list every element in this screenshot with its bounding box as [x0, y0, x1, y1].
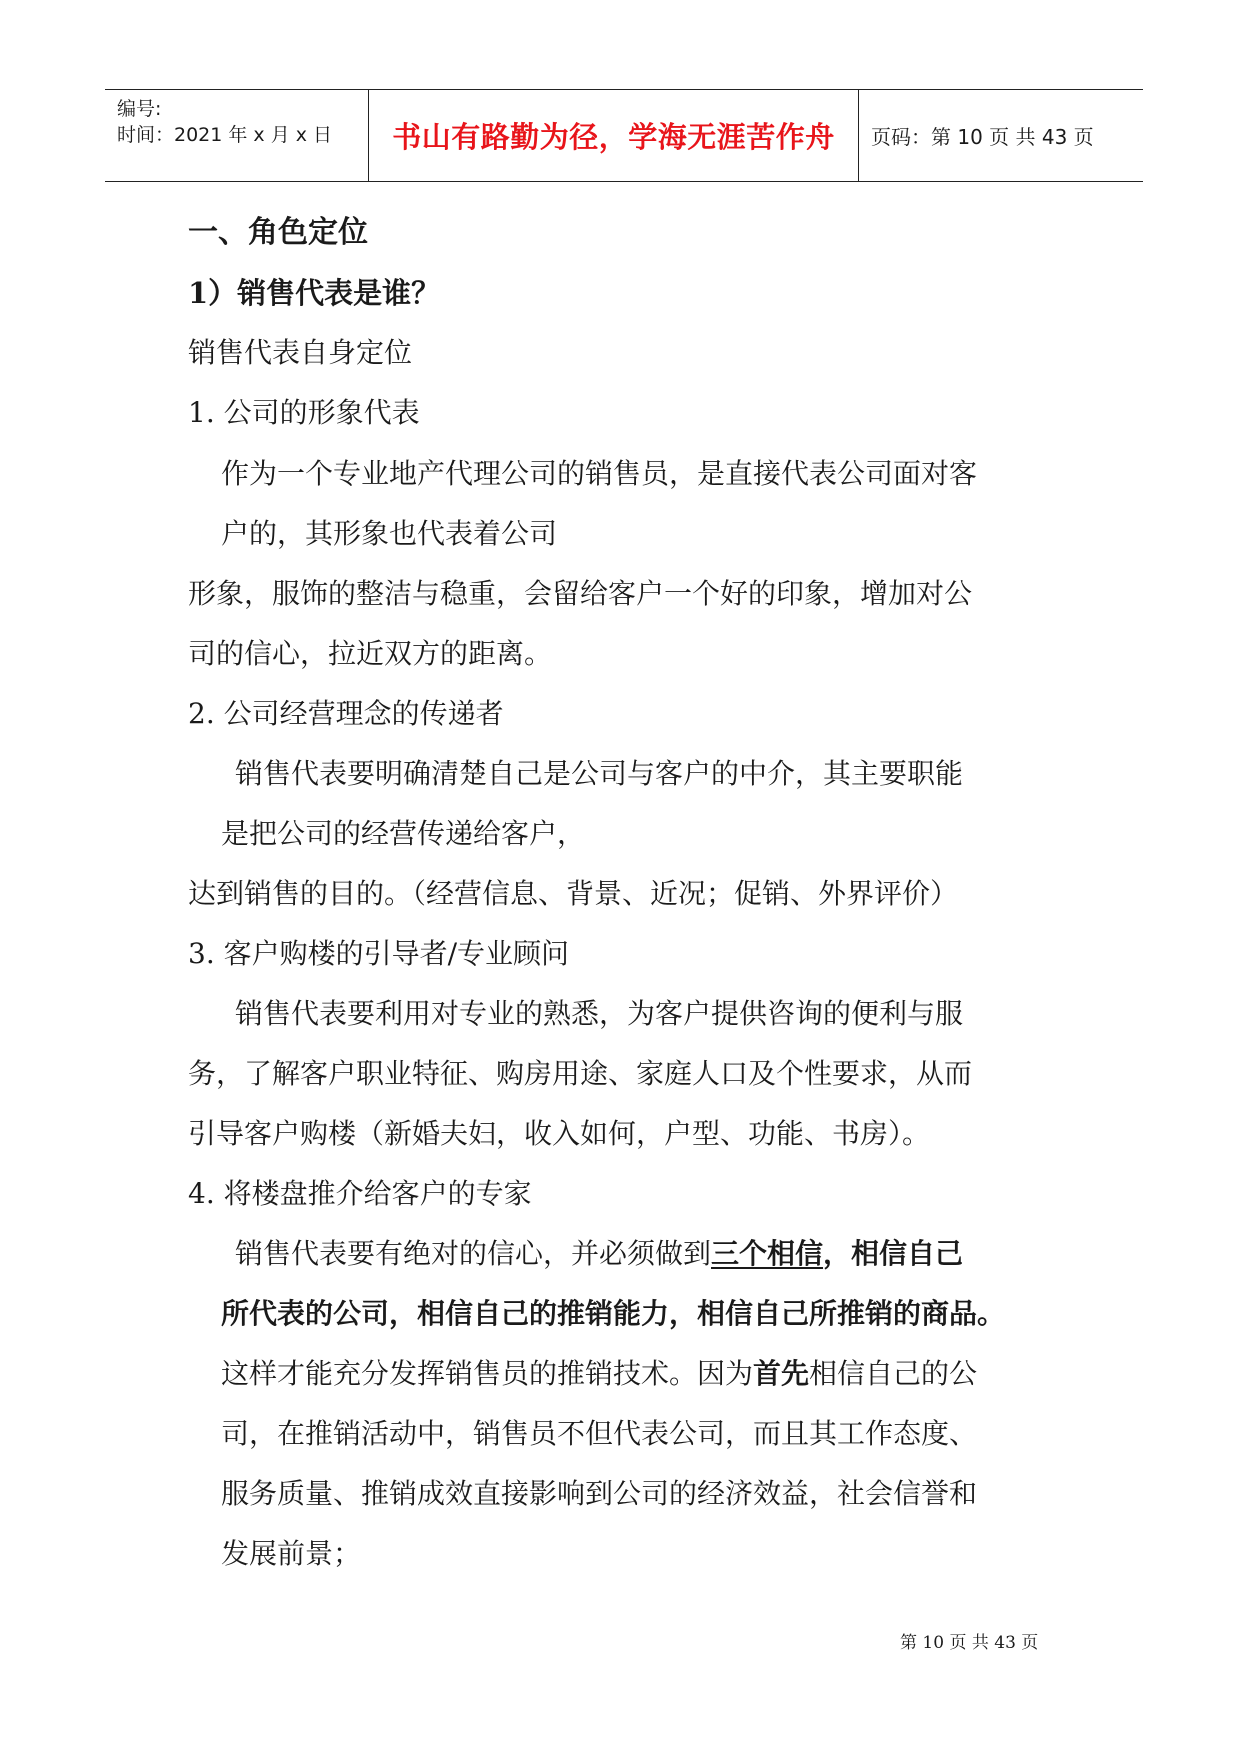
item-3-text: 务，了解客户职业特征、购房用途、家庭人口及个性要求，从而	[188, 1057, 973, 1090]
header-motto-cell	[369, 90, 859, 181]
item-1-title: 1. 公司的形象代表	[188, 396, 420, 429]
item-2-text: 销售代表要明确清楚自己是公司与客户的中介，其主要职能	[235, 757, 964, 790]
item-4-underlined-phrase: 三个相信	[711, 1237, 824, 1270]
item-4-bold-phrase: ，相信自己	[823, 1237, 964, 1270]
item-3-text: 销售代表要利用对专业的熟悉，为客户提供咨询的便利与服	[235, 997, 964, 1030]
item-4-text: 服务质量、推销成效直接影响到公司的经济效益，社会信誉和	[221, 1477, 978, 1510]
intro-paragraph: 销售代表自身定位	[188, 336, 413, 369]
item-2-text: 是把公司的经营传递给客户，	[221, 817, 586, 850]
item-1-text: 形象，服饰的整洁与稳重，会留给客户一个好的印象，增加对公	[188, 577, 973, 610]
header-page-info: 页码：第 10 页 共 43 页	[871, 125, 1094, 149]
item-1-text: 户的，其形象也代表着公司	[221, 517, 558, 550]
item-4-text: 司，在推销活动中，销售员不但代表公司，而且其工作态度、	[221, 1417, 978, 1450]
document-header	[105, 89, 1143, 182]
page-footer: 第 10 页 共 43 页	[900, 1633, 1039, 1653]
item-4-text	[221, 1354, 977, 1394]
subsection-heading: 1）销售代表是谁？	[188, 276, 441, 310]
header-meta-cell	[105, 90, 369, 181]
time-label: 时间：2021 年 x 月 x 日	[117, 124, 333, 146]
item-3-title: 3. 客户购楼的引导者/专业顾问	[188, 937, 570, 970]
header-page-cell	[859, 90, 1143, 181]
number-label: 编号:	[117, 98, 162, 120]
item-4-title: 4. 将楼盘推介给客户的专家	[188, 1177, 532, 1210]
item-4-text-plain: 相信自己的公	[809, 1357, 978, 1390]
item-4-bold-line: 所代表的公司，相信自己的推销能力，相信自己所推销的商品。	[221, 1297, 1006, 1330]
item-4-text-plain: 销售代表要有绝对的信心，并必须做到	[235, 1237, 712, 1270]
item-1-text: 作为一个专业地产代理公司的销售员，是直接代表公司面对客	[221, 457, 978, 490]
item-4-text	[235, 1234, 963, 1274]
item-4-bold-word: 首先	[753, 1357, 810, 1390]
motto: 书山有路勤为径，学海无涯苦作舟	[392, 120, 835, 154]
item-1-text: 司的信心，拉近双方的距离。	[188, 637, 553, 670]
item-3-text: 引导客户购楼（新婚夫妇，收入如何，户型、功能、书房）。	[188, 1117, 931, 1150]
item-4-text: 发展前景；	[221, 1537, 362, 1570]
item-2-title: 2. 公司经营理念的传递者	[188, 697, 504, 730]
item-4-text-plain: 这样才能充分发挥销售员的推销技术。因为	[221, 1357, 754, 1390]
section-heading: 一、角色定位	[188, 215, 368, 250]
item-2-text: 达到销售的目的。（经营信息、背景、近况；促销、外界评价）	[188, 877, 959, 910]
